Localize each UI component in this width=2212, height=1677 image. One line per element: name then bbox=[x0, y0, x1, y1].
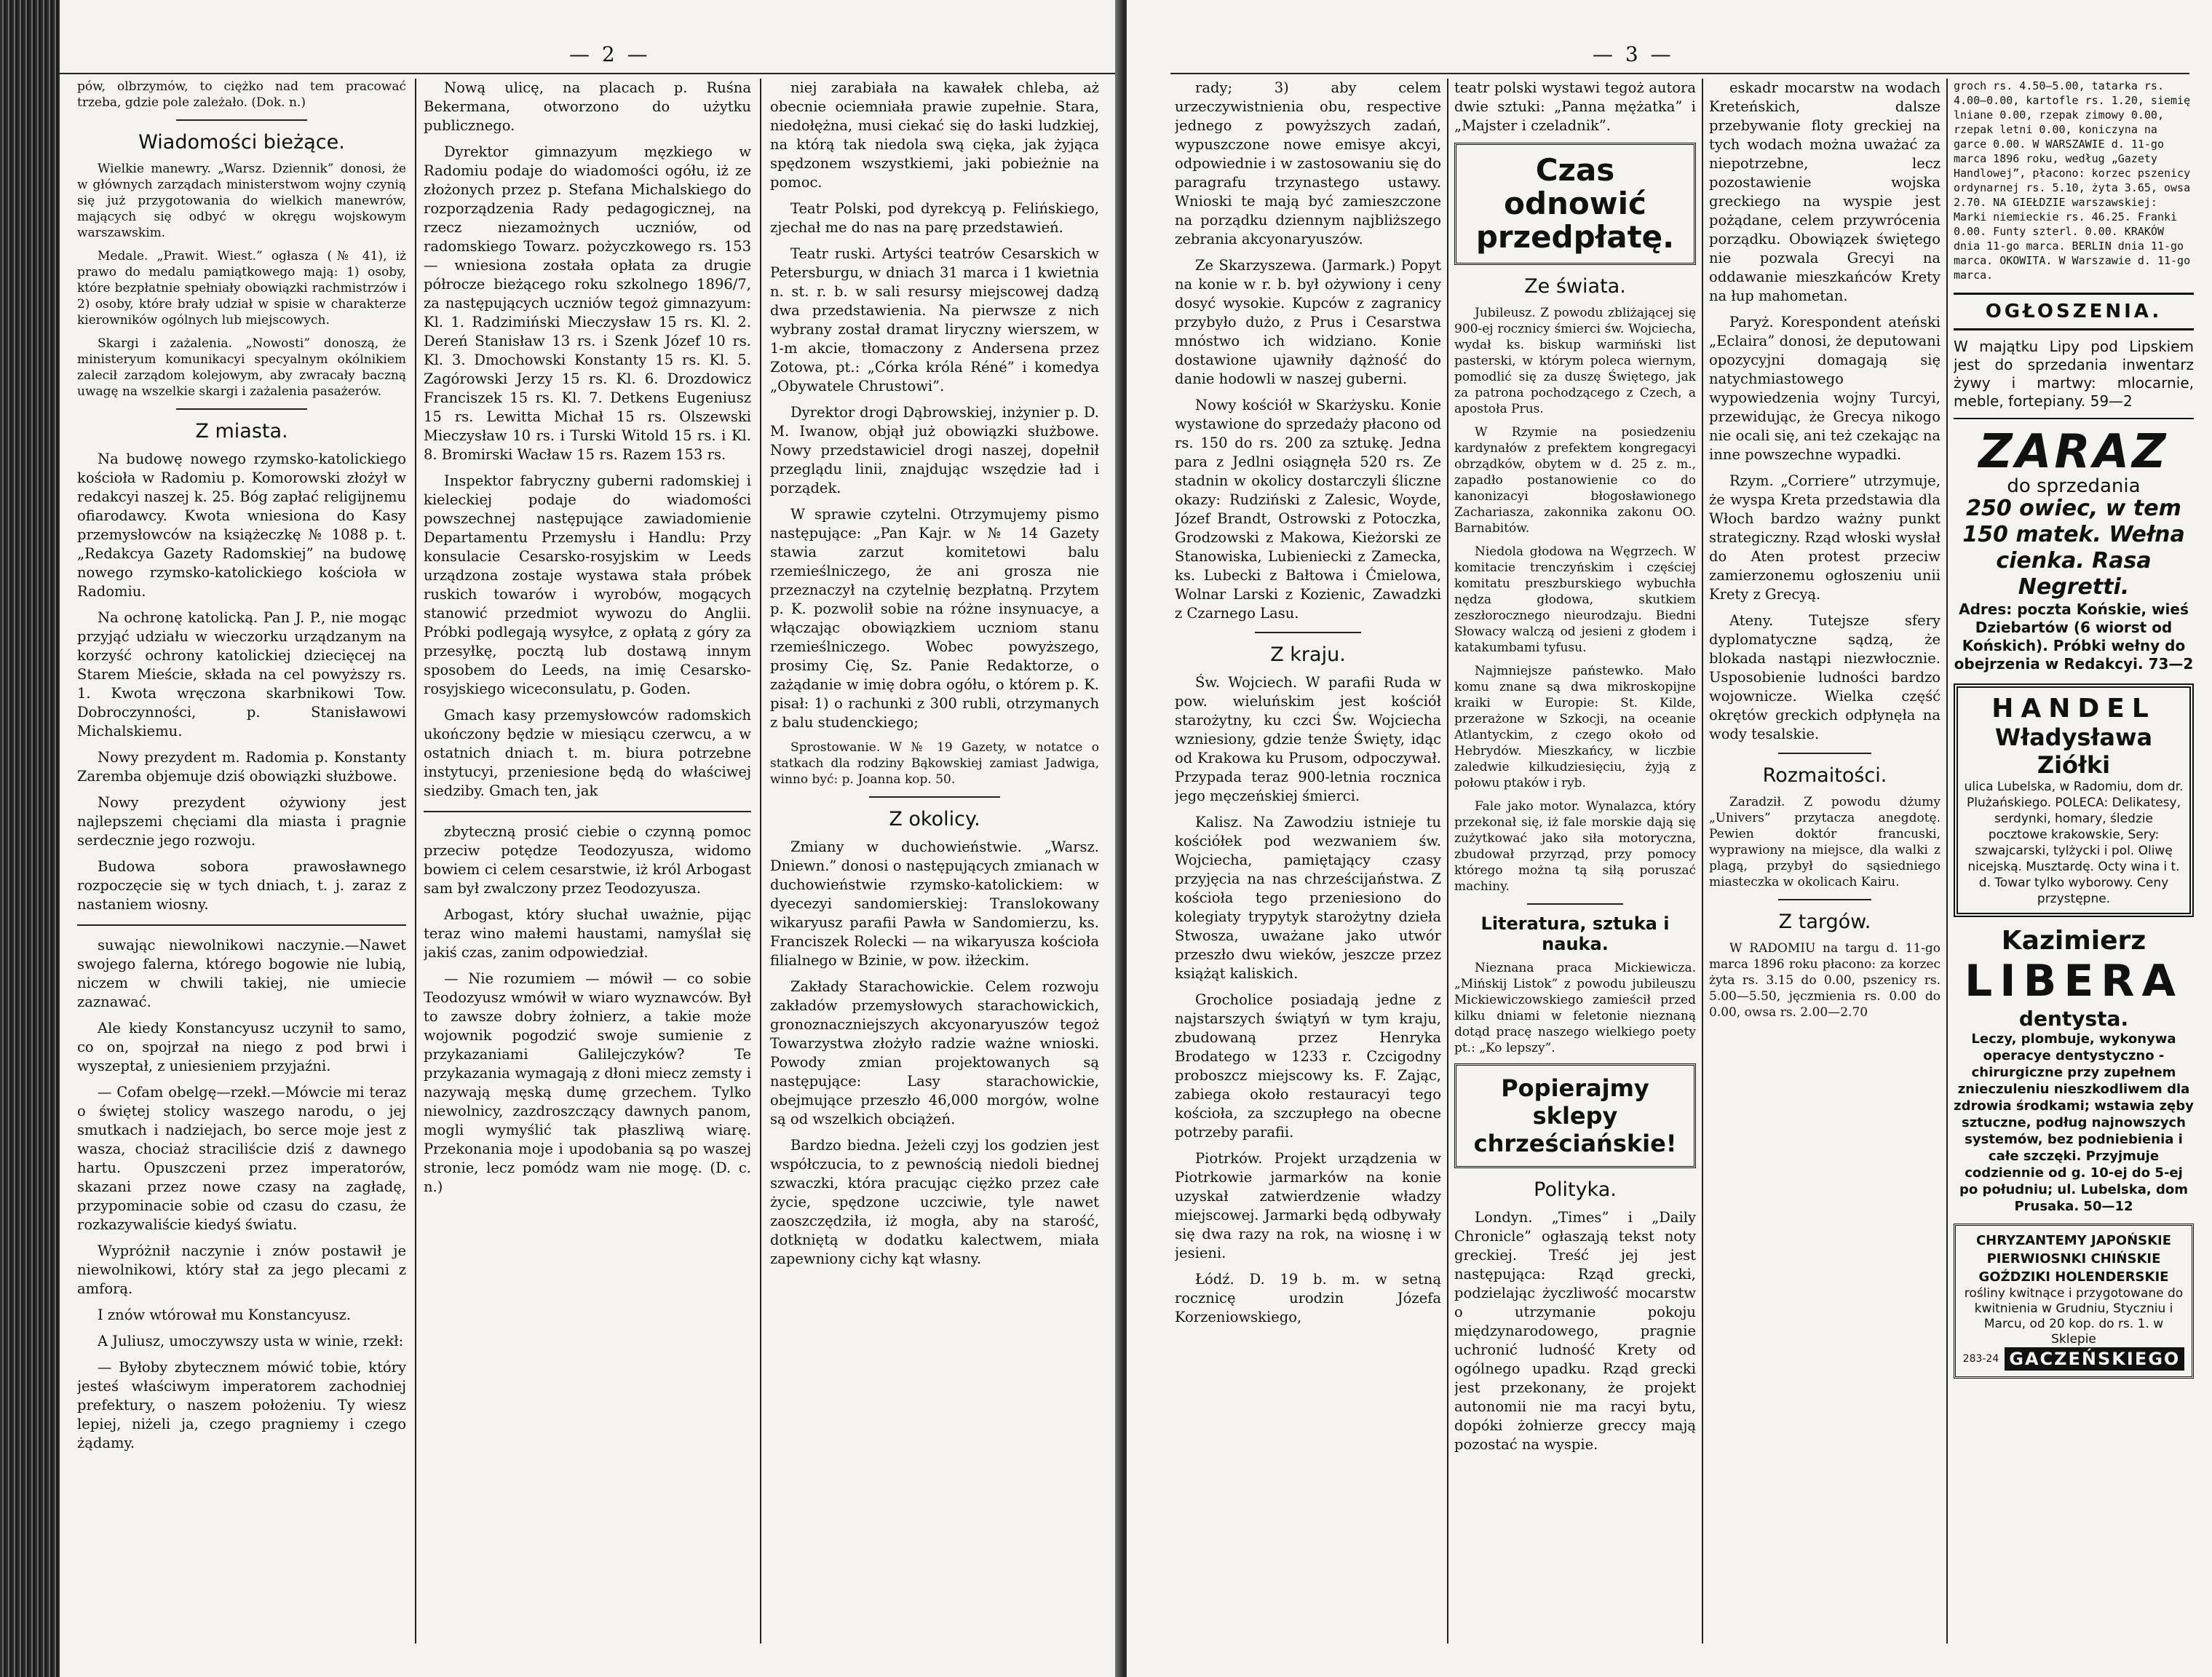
ad-zaraz bbox=[1954, 427, 2194, 673]
market-report: groch rs. 4.50—5.00, tatarka rs. 4.00—0.00, kartofle rs. 1.20, siemię lniane 0.00, rzepak zimowy 0.00, rzepak letni 0.00, koniczyna na garce 0.00. W WARSZAWIE d. 11-go marca 1896 roku, według „Gazety Handlowej”, płacono: korzec pszenicy ordynarnej rs. 5.10, żyta 3.65, owsa 2.70. NA GIEŁDZIE warszawskiej: Marki niemieckie rs. 46.25. Franki 0.00. Funty szterl. 0.00. KRAKÓW dnia 11-go marca. BERLIN dnia 11-go marca. OKOWITA. W Warszawie d. 11-go marca. bbox=[1954, 79, 2191, 282]
divider bbox=[1778, 753, 1871, 754]
paragraph: Jubileusz. Z powodu zbliżającej się 900-ej rocznicy śmierci św. Wojciecha, wydał ks. biskup warmiński list pasterski, w którym poleca wiernym, pomodlić się za duszę Świętego, jak za patrona pochodzącego z Czech, a apostoła Prus. bbox=[1454, 306, 1696, 416]
subscription-box bbox=[1454, 143, 1696, 265]
paragraph: Wielkie manewry. „Warsz. Dziennik” donosi, że w głównych zarządach ministerstwom wojny czynią się już przygotowania do wielkich manewrów, mających się odbyć w okręgu wojskowym warszawskim. bbox=[77, 162, 406, 240]
section-heading: Z miasta. bbox=[195, 420, 288, 443]
divider bbox=[1778, 899, 1871, 900]
right-column-4 bbox=[1954, 79, 2194, 1648]
column-rule bbox=[1702, 79, 1703, 1644]
paragraph: Kalisz. Na Zawodziu istnieje tu kościółek pod wezwaniem św. Wojciecha, pamiętający czasy przyjęcia na nas chrześcijaństwa. Z kościoła tego przeniesiono do kolegiaty trypytyk starożytny dzieła Stwosza, uważane jako utwór przeszło dwu wieków, jeszcze przez książąt kaliskich. bbox=[1175, 814, 1441, 982]
paragraph: W sprawie czytelni. Otrzymujemy pismo następujące: „Pan Kajr. w № 14 Gazety stawia zarzut komitetowi balu rzemieślniczego, że ani grosza nie przeznaczył na czytelnię bezpłatną. Przytem p. K. pozwolił sobie na różne insynuacye, a włączając obowiązkiem uczniom stanu rzemieślniczego. Wobec powyższego, prosimy Cię, Sz. Panie Redaktorze, o zażądanie w imię dobra ogółu, o którem p. K. pisał: 1) o rachunki z 300 rubli, otrzymanych z balu studenckiego; bbox=[770, 506, 1099, 731]
paragraph: — Byłoby zbytecznem mówić tobie, który jesteś właściwym imperatorem zachodniej prefektury, o naszem położeniu. Ty wiesz lepiej, niżeli ja, czego pragniemy i czego żądamy. bbox=[77, 1359, 406, 1451]
paragraph: — Nie rozumiem — mówił — co sobie Teodozyusz wmówił w wiaro wyznawców. Był to zawsze dobry żołnierz, a takie może wojownik pogodzić swoje sumienie z przykazaniami Galilejczyków? Te przykazania wymagają z dłoni miecz zemsty i nazywają męską dumę grzechem. Tylko niewolnicy, zazdroszczący dawnych panom, mogli wymyślić tak płaszliwą wiarę. Przekonania moje i upodobania są po waszej stronie, lecz pomódz wam nie mogę. (D. c. n.) bbox=[424, 970, 751, 1195]
paragraph: W RADOMIU na targu d. 11-go marca 1896 roku płacono: za korzec żyta rs. 3.15 do 0.00, pszenicy rs. 5.00—5.50, jęczmienia rs. 0.00 do 0.00, owsa rs. 2.00—2.70 bbox=[1709, 941, 1941, 1020]
section-heading: Ze świata. bbox=[1524, 275, 1626, 298]
paragraph: Łódź. D. 19 b. m. w setną rocznicę urodzin Józefa Korzeniowskiego, bbox=[1175, 1271, 1441, 1325]
paragraph: A Juliusz, umoczywszy usta w winie, rzekł: bbox=[98, 1333, 404, 1349]
paragraph: Budowa sobora prawosławnego rozpoczęcie się w tych dniach, t. j. zaraz z nastaniem wiosny. bbox=[77, 858, 406, 913]
divider bbox=[1527, 903, 1624, 905]
paragraph: W Rzymie na posiedzeniu kardynałów z prefektem kongregacyi obrządków, obytem w d. 25 z. m., zapadło postanowienie co do kanonizacyi błogosławionego Zachariasza, zakonnika zakonu OO. Barnabitów. bbox=[1454, 425, 1696, 536]
right-column-1 bbox=[1175, 79, 1441, 1648]
paragraph: Paryż. Korespondent ateński „Eclaira” donosi, że deputowani opozycyjni domagają się natychmiastowego wypowiedzenia wojny Turcyi, przewidując, że Grecya nikogo nie ocali się, ani też czekając na inne powszechne wypadki. bbox=[1709, 314, 1941, 463]
right-page bbox=[1127, 0, 2212, 1677]
right-column-3 bbox=[1709, 79, 1941, 1648]
paragraph: Nieznana praca Mickiewicza. „Mińskij Listok” z powodu jubileuszu Mickiewiczowskiego zamieścił przed kilku dniami w feletonie nieznaną dotąd pracę naszego wielkiego poety pt.: „Ko lepszy”. bbox=[1454, 961, 1696, 1055]
paragraph: pów, olbrzymów, to ciężko nad tem pracować trzeba, gdzie pole zależało. (Dok. n.) bbox=[77, 79, 406, 110]
ad-text: W majątku Lipy pod Lipskiem jest do sprzedania inwentarz żywy i martwy: mlocarnie, meble, fortepiany. 59—2 bbox=[1954, 338, 2194, 410]
section-heading: Z okolicy. bbox=[889, 808, 980, 830]
ads-heading: OGŁOSZENIA. bbox=[1985, 301, 2163, 322]
header-rule bbox=[1170, 73, 2189, 74]
paragraph: Dyrektor gimnazyum męzkiego w Radomiu podaje do wiadomości ogółu, iż ze złożonych przez p. Stefana Michalskiego do rozporządzenia Rady pedagogicznej, na rzecz niezamożnych uczniów, od radomskiego Towarz. pożyczkowego rs. 153 — wniesiona została opłata za drugie półrocze bieżącego roku szkolnego 1896/7, za następujących uczniów tegoż gimnazyum: Kl. 1. Radzimiński Mieczysław 15 rs. Kl. 2. Dereń Stanisław 13 rs. i Szenk Józef 10 rs. Kl. 3. Dmochowski Konstanty 15 rs. Kl. 5. Zagórowski Jerzy 15 rs. Kl. 6. Drozdowicz Franciszek 15 rs. Kl. 7. Detkens Eugeniusz 15 rs. Lewitta Michał 15 rs. Olszewski Mieczysław 10 rs. i Turski Witold 15 rs. i Kl. 8. Bromirski Wacław 15 rs. Razem 153 rs. bbox=[424, 143, 751, 463]
paragraph: Grocholice posiadają jedne z najstarszych świątyń w tym kraju, zbudowaną przez Henryka Brodatego w 1233 r. Czcigodny proboszcz miejscowy ks. F. Zając, zabiega około restauracyi tego kościoła, za szczupłego na obecne potrzeby parafii. bbox=[1175, 991, 1441, 1141]
paragraph: Arbogast, który słuchał uważnie, pijąc teraz wino małemi haustami, namyślał się jakiś czas, zanim odpowiedział. bbox=[424, 906, 751, 961]
page-number: — 3 — bbox=[1593, 42, 1674, 66]
ad-headline: HANDEL bbox=[1991, 694, 2156, 723]
paragraph: Gmach kasy przemysłowców radomskich ukończony będzie w miesiącu czerwcu, a w ostatnich dniach t. m. biura potrzebne instytucyi, przeniesione będą do właściwej siedziby. Gmach ten, jak bbox=[424, 707, 751, 799]
paragraph: teatr polski wystawi tegoż autora dwie sztuki: „Panna mężatka” i „Majster i czeladnik”. bbox=[1454, 79, 1696, 134]
paragraph: Inspektor fabryczny guberni radomskiej i kieleckiej podaje do wiadomości powszechnej następujące zawiadomienie Departamentu Przemysłu i Handlu: Przy konsulacie Cesarsko-rosyjskim w Leeds urządzona zostaje wystawa stała próbek ruskich towarów i wyrobów, mogących stanowić przedmiot wywozu do Anglii. Próbki podlegają wysyłce, z opłatą z góry za przesyłkę, pocztą lub dostawą innym sposobem do Leeds, na imię Cesarsko-rosyjskiego wiceconsulatu, p. Goden. bbox=[424, 472, 751, 697]
paragraph: eskadr mocarstw na wodach Kreteńskich, dalsze przebywanie floty greckiej na tych wodach można uważać za niepotrzebne, lecz pozostawienie wojska greckiego na wyspie jest pożądane, celem przywrócenia porządku. Obowiązek świętego nie pozwala Grecyi na oddawanie mieszkańców Krety na łup mahometan. bbox=[1709, 79, 1941, 304]
feuilleton-rule bbox=[77, 924, 406, 926]
ad-shopname: GACZEŃSKIEGO bbox=[2005, 1347, 2184, 1371]
column-rule bbox=[415, 79, 416, 1644]
box-title: Popierajmy sklepy chrześciańskie! bbox=[1473, 1074, 1677, 1157]
ad-lipy bbox=[1954, 338, 2194, 411]
ad-text: ulica Lubelska, w Radomiu, dom dr. Plużańskiego. POLECA: Delikatesy, serdynki, homary, śledzie pocztowe krakowskie, Sery: szwajcarski, tylżycki i pol. Oliwę nicejską. Musztardę. Octy wina i t. d. Towar tylko wyborowy. Ceny przystępne. bbox=[1964, 780, 2184, 906]
divider bbox=[176, 408, 308, 410]
section-heading: Z targów. bbox=[1778, 911, 1871, 933]
ad-text: rośliny kwitnące i przygotowane do kwitnienia w Grudniu, Styczniu i Marcu, od 20 kop. do rs. 1. w Sklepie bbox=[1964, 1286, 2184, 1347]
page-number: — 2 — bbox=[569, 42, 651, 66]
ad-offer: 250 owiec, w tem 150 matek. Wełna cienka. Rasa Negretti. bbox=[1962, 496, 2185, 600]
paragraph: Londyn. „Times” i „Daily Chronicle” ogłaszają tekst noty greckiej. Treść jej jest następująca: Rząd grecki, podzielając życzliwość mocarstw o utrzymanie pokoju międzynarodowego, pragnie uchronić ludność Krety od ogólnego upadku. Rząd grecki jest przekonany, że projekt autonomii nie ma racyi bytu, dopóki żołnierze greccy mają pozostać na wyspie. bbox=[1454, 1209, 1696, 1453]
paragraph: Dyrektor drogi Dąbrowskiej, inżynier p. D. M. Iwanow, objął już obowiązki służbowe. Nowy przedstawiciel drogi naszej, dopełnił przeglądu linii, znajdując wszędzie ład i porządek. bbox=[770, 404, 1099, 496]
ad-handel bbox=[1954, 683, 2194, 917]
paragraph: Bardzo biedna. Jeżeli czyj los godzien jest współczucia, to z pewnością niedoli biednej szwaczki, która pracując ciężko przez całe życie, spędzone uczciwie, tyle nawet zaoszczędziła, iż mogła, aby na starość, dotkniętą w dodatku kalectwem, miała zapewniony cichy kąt własny. bbox=[770, 1137, 1099, 1267]
paragraph: Ateny. Tutejsze sfery dyplomatyczne sądzą, że blokada nastąpi niezwłocznie. Usposobienie ludności bardzo wojownicze. Wielka część okrętów greckich odpłynęła na wody tesalskie. bbox=[1709, 612, 1941, 742]
ad-subheadline: do sprzedania bbox=[2007, 475, 2141, 497]
paragraph: Teatr Polski, pod dyrekcyą p. Felińskiego, zjechał me do nas na parę przedstawień. bbox=[770, 200, 1099, 236]
header-rule bbox=[60, 73, 1121, 74]
paragraph: niej zarabiała na kawałek chleba, aż obecnie ociemniała prawie zupełnie. Stara, niedołężna, musi ciekać się do łaski ludzkiej, na którą tak niedola swą cięka, jak żyjąca spędzonem wszystkiemi, jaki pobieżnie na pomoc. bbox=[770, 79, 1099, 191]
paragraph: rady; 3) aby celem urzeczywistnienia obu, respective jednego z powyższych zadań, wypuszczone nowe emisye akcyi, odpowiednie i w zastosowaniu się do paragrafu trzynastego ustawy. Wnioski te mają być zamieszczone na porządku dziennym najbliższego zebrania akcyonaryuszów. bbox=[1175, 79, 1441, 247]
paragraph: suwając niewolnikowi naczynie.—Nawet swojego falerna, którego bogowie nie lubią, niczem w chwili takiej, nie umiecie zaznawać. bbox=[77, 937, 406, 1010]
divider bbox=[176, 119, 308, 121]
paragraph: Fale jako motor. Wynalazca, który przekonał się, iż fale morskie dają się zużytkować jako siła motoryczna, zbudował przyrząd, przy pomocy którego można tą siłą poruszać machiny. bbox=[1454, 799, 1696, 894]
column-rule bbox=[1447, 79, 1448, 1644]
left-page bbox=[60, 0, 1121, 1677]
divider bbox=[1255, 632, 1361, 633]
ad-headline: CHRYZANTEMY JAPOŃSKIE PIERWIOSNKI CHIŃSKIE GOŹDZIKI HOLENDERSKIE bbox=[1975, 1233, 2172, 1285]
paragraph: Zaradził. Z powodu dżumy „Univers” przytacza anegdotę. Pewien doktór francuski, wyprawiony na miejsce, dla walki z plagą, przybył do sąsiedniego miasteczka w okolicach Kairu. bbox=[1709, 795, 1941, 889]
left-column-2 bbox=[424, 79, 751, 1648]
ad-firstname: Kazimierz bbox=[2001, 926, 2146, 956]
paragraph: Ale kiedy Konstancyusz uczynił to samo, co on, spojrzał na niego z pod brwi i wyszeptał, z uniesieniem przyjaźni. bbox=[77, 1020, 406, 1074]
paragraph: Na ochronę katolicką. Pan J. P., nie mogąc przyjąć udziału w wieczorku urządzanym na korzyść ochrony katolickiej dziecięcej na Starem Mieście, składa na cel powyższy rs. 1. Kwota wręczona skarbnikowi Tow. Dobroczynności, p. Stanisławowi Michalskiemu. bbox=[77, 609, 406, 740]
paragraph: — Cofam obelgę—rzekł.—Mówcie mi teraz o świętej stolicy waszego narodu, o jej smutkach i nadziejach, bo serce moje jest z wasza, chociaż straciliście dziś z dawnego hartu. Opuszczeni przez imperatorów, skazani przez nowe czasy na zagładę, przypominacie sobie od czasu do czasu, że rozkazywaliście kiedyś światu. bbox=[77, 1084, 406, 1233]
paragraph: Nowy kościół w Skarżysku. Konie wystawione do sprzedaży płacono od rs. 150 do rs. 200 za sztukę. Jedna para z Jedlni osiągnęła 520 rs. Ze stadnin w okolicy dostarczyli śliczne okazy: Rudziński z Zalesic, Woyde, Józef Brandt, Ostrowski z Potoczka, Grodzowski z Makowa, Kieżorski ze Stanowiska, Lubieniecki z Zamecka, ks. Lubecki z Bałtowa i Ćmielowa, Wolnar Larski z Kozienic, Zawadzki z Czarnego Lasu. bbox=[1175, 397, 1441, 622]
left-column-1 bbox=[77, 79, 406, 1648]
ad-chryzantemy bbox=[1954, 1224, 2194, 1379]
support-box bbox=[1454, 1063, 1696, 1168]
column-rule bbox=[760, 79, 761, 1644]
column-rule bbox=[1946, 79, 1948, 1644]
ad-address: Adres: poczta Końskie, wieś Dziebartów (6 wiorst od Końskich). Próbki wełny do obejrzenia w Redakcyi. 73—2 bbox=[1954, 600, 2194, 673]
paragraph: Ze Skarzyszewa. (Jarmark.) Popyt na konie w r. b. był ożywiony i ceny dosyć wysokie. Kupców z zagranicy przybyło dużo, z Prus i Cesarstwa mnóstwo ich widziano. Konie dostawione ujawniły dążność do danie hodowli w naszej guberni. bbox=[1175, 257, 1441, 387]
divider bbox=[869, 796, 1001, 798]
divider bbox=[1954, 418, 2194, 419]
section-heading: Wiadomości bieżące. bbox=[138, 131, 345, 154]
box-title: Czas odnowić przedpłatę. bbox=[1475, 152, 1675, 255]
paragraph: Nową ulicę, na placach p. Ruśna Bekermana, otworzono do użytku publicznego. bbox=[424, 79, 751, 134]
paragraph: Sprostowanie. W № 19 Gazety, w notatce o statkach dla rodziny Bąkowskiej zamiast Jadwiga, winno być: p. Joanna kop. 50. bbox=[770, 740, 1099, 787]
divider bbox=[1954, 328, 2194, 330]
section-heading: Rozmaitości. bbox=[1762, 764, 1887, 787]
paragraph: Rzym. „Corriere” utrzymuje, że wyspa Kreta przedstawia dla Włoch bardzo ważny punkt strategiczny. Rząd włoski wysłał do Aten protest przeciw zamierzonemu ogłoszeniu unii Krety z Grecyą. bbox=[1709, 472, 1941, 603]
ad-profession: dentysta. bbox=[2018, 1007, 2129, 1031]
paragraph: Św. Wojciech. W parafii Ruda w pow. wieluńskim jest kościół starożytny, ku czci Św. Wojciecha wzniesiony, gdzie tenże Święty, idąc od Krakowa ku Prusom, odpoczywał. Przypada teraz 900-letnia rocznica jego męczeńskiej śmierci. bbox=[1175, 674, 1441, 804]
section-heading: Literatura, sztuka i nauka. bbox=[1480, 913, 1670, 954]
ad-libera bbox=[1954, 926, 2194, 1215]
paragraph: Nowy prezydent ożywiony jest najlepszemi chęciami dla miasta i pragnie serdecznie jego rozwoju. bbox=[77, 794, 406, 849]
paragraph: I znów wtórował mu Konstancyusz. bbox=[98, 1307, 352, 1323]
paragraph: Zmiany w duchowieństwie. „Warsz. Dniewn.” donosi o następujących zmianach w duchowieństwie rzymsko-katolickiem: w dyecezyi sandomierskiej: Translokowany wikaryusz parafii Pawła w Sandomierzu, ks. Franciszek Rolecki — na wikaryusza kościoła filialnego w Bzinie, w pow. iłżeckim. bbox=[770, 838, 1099, 969]
paragraph: Medale. „Prawit. Wiest.” ogłasza (№ 41), iż prawo do medalu pamiątkowego mają: 1) osoby, które bezpłatnie spełniały obowiązki rachmistrzów i 2) osoby, które brały udział w spisie w charakterze kierowników ogólnych lub miejscowych. bbox=[77, 249, 406, 328]
ad-surname: LIBERA bbox=[1965, 956, 2183, 1007]
feuilleton-rule bbox=[424, 811, 751, 812]
ad-text: Leczy, plombuje, wykonywa operacye dentystyczno - chirurgiczne przy zupełnem znieczuleniu nieszkodliwem dla zdrowia środkami; wstawia zęby sztuczne, podług najnowszych systemów, bez podniebienia i całe szczęki. Przyjmuje codziennie od g. 10-ej do 5-ej po południu; ul. Lubelska, dom Prusaka. 50—12 bbox=[1954, 1031, 2194, 1214]
paragraph: Niedola głodowa na Węgrzech. W komitacie trenczyńskim i częściej komitatu preszburskiego wybuchła nędza głodowa, skutkiem zeszłorocznego nieurodzaju. Biedni Słowacy walczą od jesieni z głodem i katakumbami tyfusu. bbox=[1454, 544, 1696, 655]
paragraph: Nowy prezydent m. Radomia p. Konstanty Zaremba objemuje dziś obowiązki służbowe. bbox=[77, 749, 406, 785]
right-column-2 bbox=[1454, 79, 1696, 1648]
paragraph: Wypróżnił naczynie i znów postawił je niewolnikowi, który stał za jego plecami z amforą. bbox=[77, 1242, 406, 1297]
paragraph: Na budowę nowego rzymsko-katolickiego kościoła w Radomiu p. Komorowski złożył w redakcyi naszej k. 25. Bóg zapłać religijnemu ofiarodawcy. Kwota wniesiona do Kasy przemysłowców na książeczkę № 1088 p. t. „Redakcya Gazety Radomskiej” na budowę nowego rzymsko-katolickiego kościoła w Radomiu. bbox=[77, 451, 406, 600]
section-heading: Polityka. bbox=[1534, 1178, 1617, 1201]
paragraph: Zakłady Starachowickie. Celem rozwoju zakładów przemysłowych starachowickich, gronoznaczniejszych akcyonaryuszów tegoż Towarzystwa złożyło radzie ważne wnioski. Powody zmian projektowanych są następujące: Lasy starachowickie, obejmujące przeszło 46,000 morgów, wolne są od wszelkich obciążeń. bbox=[770, 978, 1099, 1127]
paragraph: Teatr ruski. Artyści teatrów Cesarskich w Petersburgu, w dniach 31 marca i 1 kwietnia n. st. r. b. w sali resursy miejscowej dadzą dwa przedstawienia. Na pierwsze z nich wybrany został dramat liryczny wierszem, w 1-m akcie, tłomaczony z Andersena przez Zotowa, pt.: „Córka króla Réné” i komedya „Obywatele Chrustowi”. bbox=[770, 245, 1099, 395]
paragraph: Skargi i zażalenia. „Nowosti” donoszą, że ministeryum komunikacyi specyalnym okólnikiem zalecił zarządom kolejowym, aby zwracały baczną uwagę na wszelkie skargi i zażalenia pasażerów. bbox=[77, 336, 406, 399]
paragraph: zbyteczną prosić ciebie o czynną pomoc przeciw potędze Teodozyusza, widomo bowiem ci celem cesarstwie, iż król Arbogast sam był zwalczony przez Teodozyusza. bbox=[424, 823, 751, 897]
ad-name: Władysława Ziółki bbox=[1994, 723, 2153, 779]
ad-number: 283-24 bbox=[1962, 1352, 1999, 1365]
paragraph: Piotrków. Projekt urządzenia w Piotrkowie jarmarków na konie uzyskał zatwierdzenie władzy miejscowej. Jarmarki będą odbywały się dwa razy na rok, na wiosnę i w jesieni. bbox=[1175, 1150, 1441, 1261]
paragraph: Najmniejsze państewko. Mało komu znane są dwa mikroskopijne kraiki w Europie: St. Kilde, przerażone w Szkocji, na oceanie Atlantyckim, z czego około od Hebrydów. Mieszkańcy, w liczbie zaledwie kilkudziesięciu, żyją z połowu ptaków i ryb. bbox=[1454, 664, 1696, 790]
ad-headline: ZARAZ bbox=[1978, 425, 2169, 479]
book-binding bbox=[0, 0, 60, 1677]
left-column-3 bbox=[770, 79, 1099, 1648]
section-heading: Z kraju. bbox=[1270, 643, 1346, 666]
divider bbox=[1954, 293, 2194, 295]
